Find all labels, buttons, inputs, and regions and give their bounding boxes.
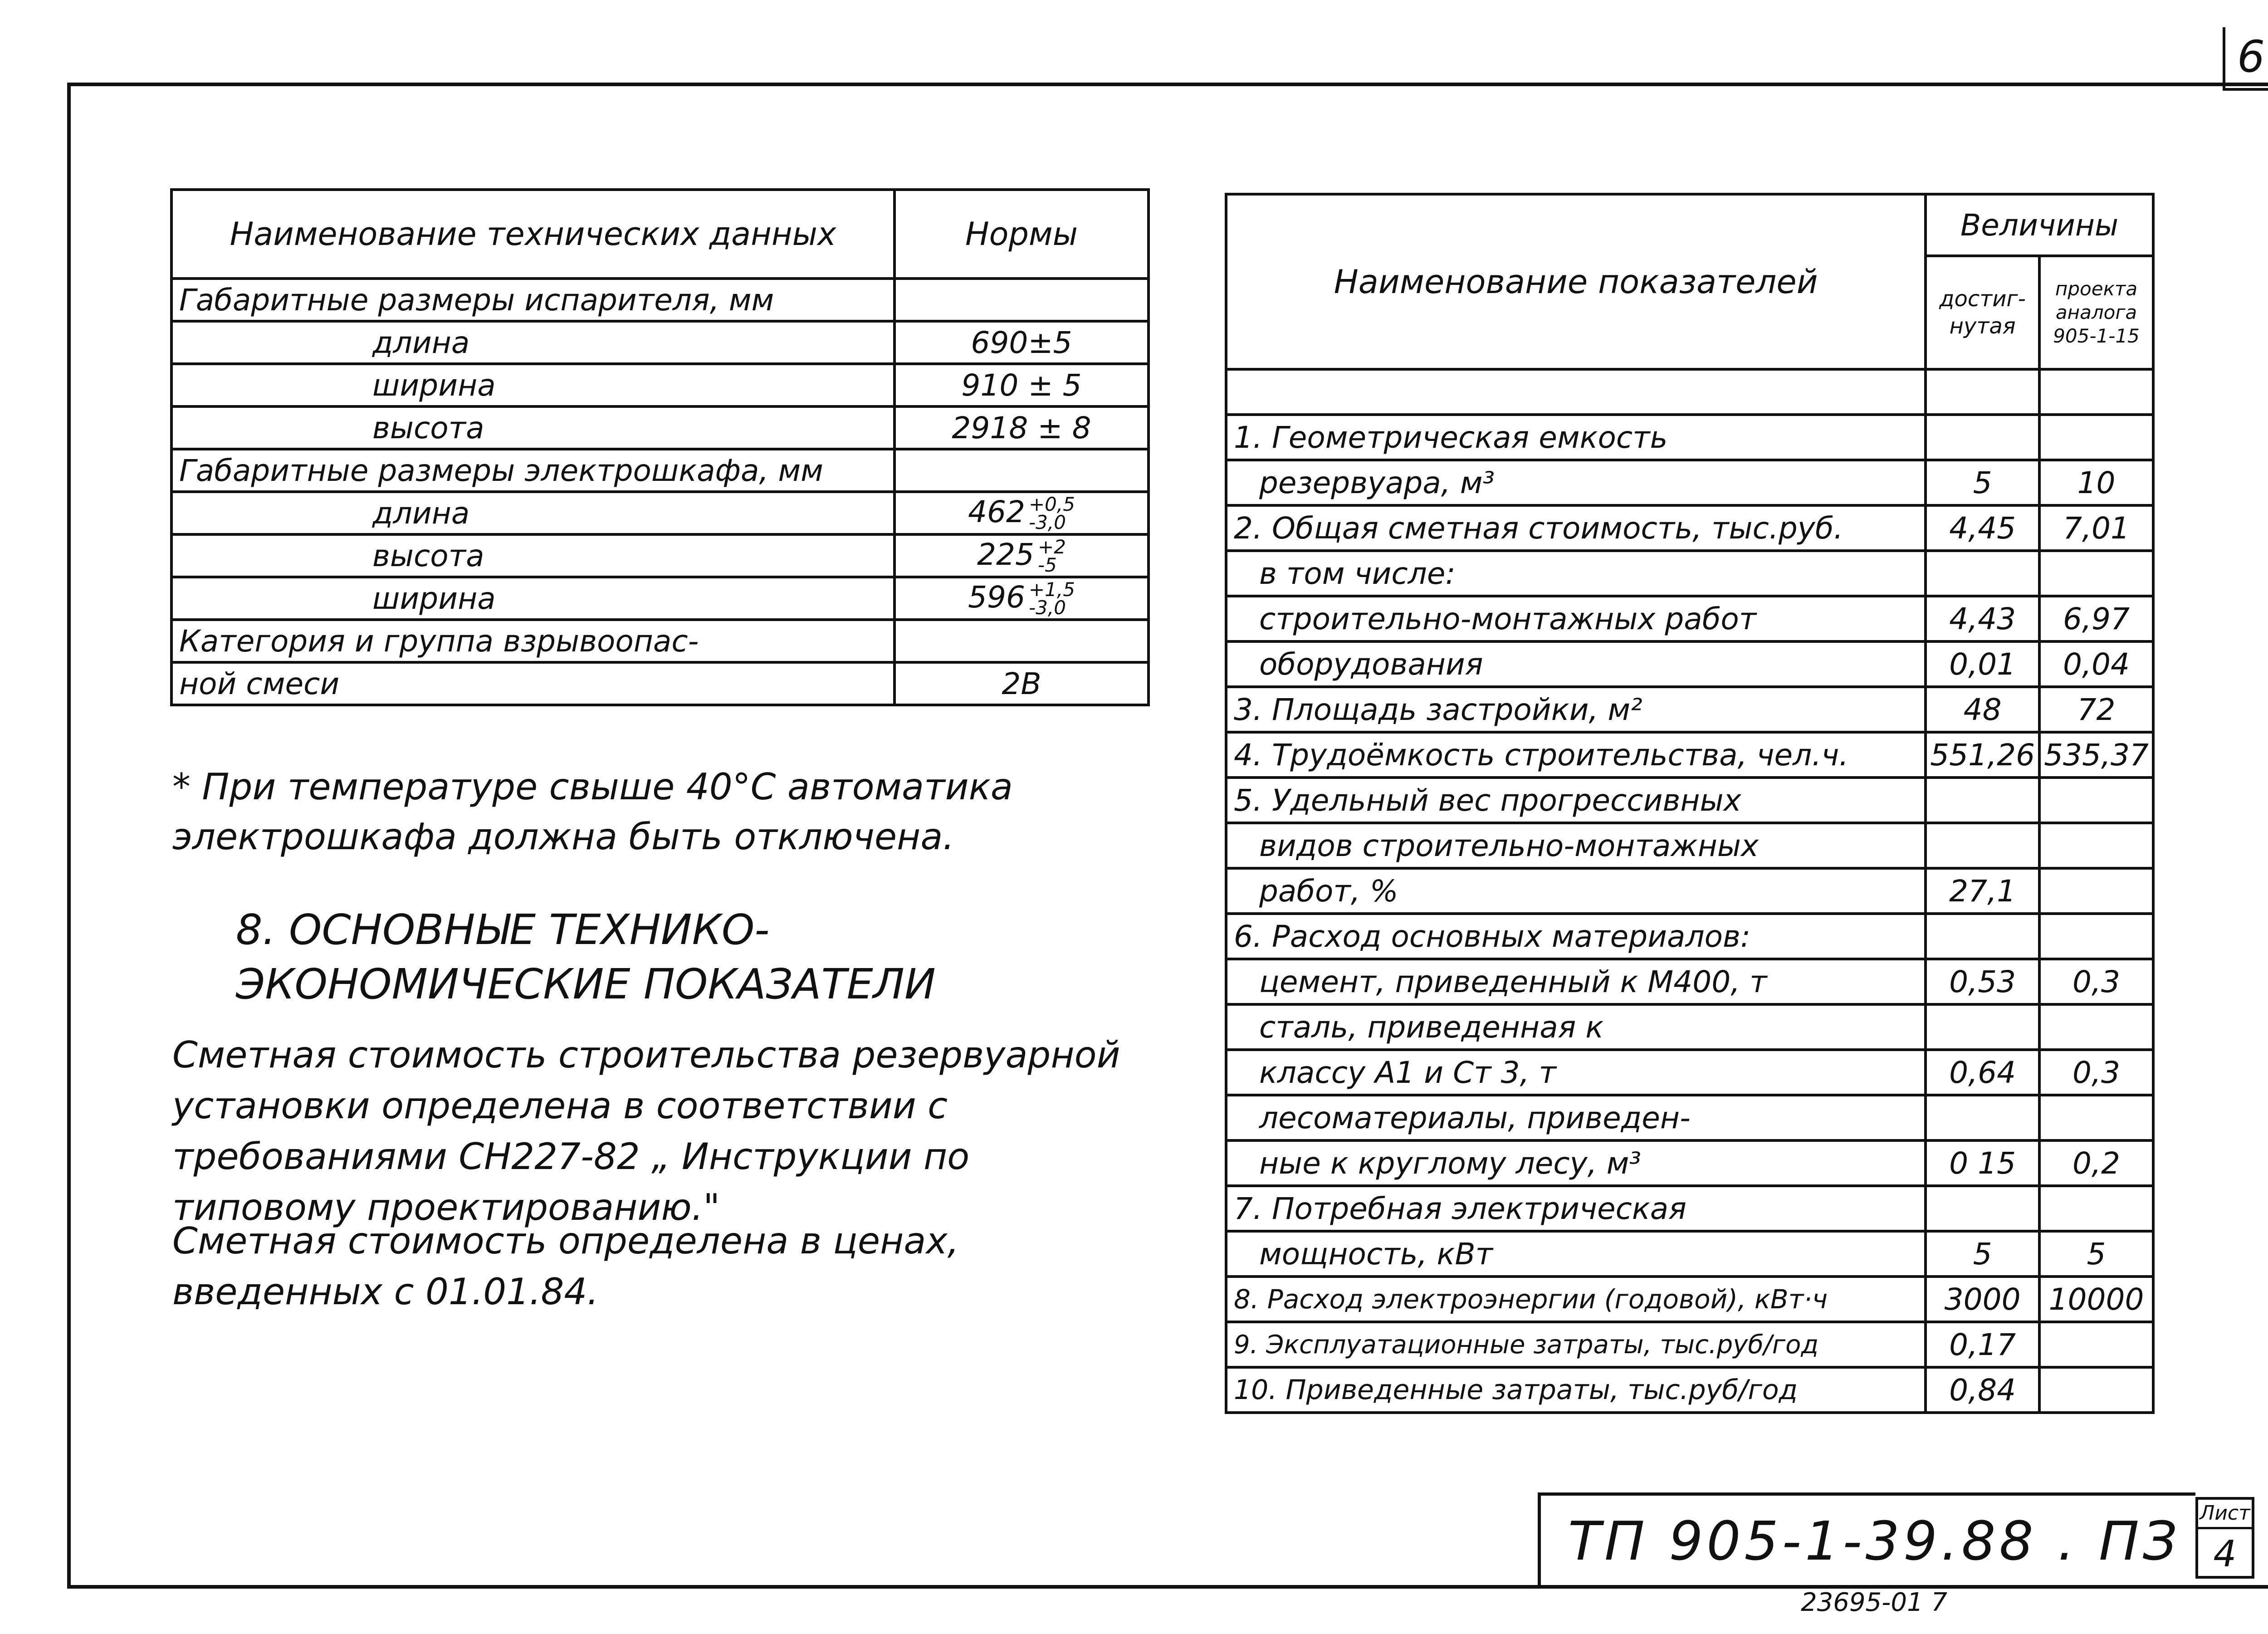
row-value: 2В bbox=[894, 662, 1149, 705]
row-achieved: 0 15 bbox=[1926, 1140, 2039, 1186]
row-analog bbox=[2039, 1367, 2153, 1413]
tolerance bbox=[1028, 578, 1075, 619]
row-analog bbox=[2039, 369, 2153, 415]
technical-data-table bbox=[170, 188, 1150, 706]
row-achieved bbox=[1926, 778, 2039, 823]
paragraph-estimate: Сметная стоимость строительства резервуарной установки определена в соответствии с требованиями СН227-82 „ Инструкции по типовому проектированию." bbox=[172, 1034, 1120, 1228]
row-name: длина bbox=[171, 321, 894, 364]
row-name: видов строительно-монтажных bbox=[1226, 823, 1926, 868]
row-name: 5. Удельный вес прогрессивных bbox=[1226, 778, 1926, 823]
row-achieved bbox=[1926, 1186, 2039, 1231]
table-row bbox=[171, 364, 1149, 406]
row-name bbox=[1226, 369, 1926, 415]
row-name: 6. Расход основных материалов: bbox=[1226, 914, 1926, 959]
row-value bbox=[894, 534, 1149, 577]
table-row bbox=[1226, 959, 2153, 1004]
row-analog: 10 bbox=[2039, 460, 2153, 505]
header-name-cell: Наименование технических данных bbox=[171, 190, 894, 279]
row-analog: 10000 bbox=[2039, 1277, 2153, 1322]
row-achieved: 0,01 bbox=[1926, 641, 2039, 687]
table-row bbox=[1226, 1277, 2153, 1322]
table-row bbox=[1226, 596, 2153, 641]
row-achieved: 4,45 bbox=[1926, 505, 2039, 551]
row-name: Габаритные размеры испарителя, мм bbox=[171, 279, 894, 321]
tolerance-upper: +0,5 bbox=[1028, 493, 1075, 516]
table-row bbox=[171, 577, 1149, 620]
row-name: 7. Потребная электрическая bbox=[1226, 1186, 1926, 1231]
paragraph-prices: Сметная стоимость определена в ценах, введенных с 01.01.84. bbox=[172, 1220, 959, 1313]
table-row bbox=[171, 492, 1149, 534]
sheet-label: Лист bbox=[2198, 1500, 2252, 1529]
tolerance-upper: +1,5 bbox=[1028, 578, 1075, 601]
sheet-number: 4 bbox=[2213, 1533, 2237, 1575]
table-header-row bbox=[1226, 194, 2153, 256]
value-main: 225 bbox=[977, 537, 1035, 572]
row-analog: 5 bbox=[2039, 1231, 2153, 1277]
row-value bbox=[894, 279, 1149, 321]
row-achieved: 4,43 bbox=[1926, 596, 2039, 641]
row-value bbox=[894, 449, 1149, 492]
table-row bbox=[1226, 1050, 2153, 1095]
row-name: строительно-монтажных работ bbox=[1226, 596, 1926, 641]
row-name: 1. Геометрическая емкость bbox=[1226, 415, 1926, 460]
header-name-cell: Наименование показателей bbox=[1226, 194, 1926, 369]
row-name: ные к круглому лесу, м³ bbox=[1226, 1140, 1926, 1186]
row-name: Категория и группа взрывоопас- bbox=[171, 620, 894, 662]
row-achieved: 0,53 bbox=[1926, 959, 2039, 1004]
row-name: оборудования bbox=[1226, 641, 1926, 687]
row-value: 690±5 bbox=[894, 321, 1149, 364]
row-analog bbox=[2039, 1004, 2153, 1050]
table-row bbox=[171, 534, 1149, 577]
table-row bbox=[171, 406, 1149, 449]
section-title: 8. ОСНОВНЫЕ ТЕХНИКО-ЭКОНОМИЧЕСКИЕ ПОКАЗАТЕЛИ bbox=[236, 905, 936, 1008]
row-name: 2. Общая сметная стоимость, тыс.руб. bbox=[1226, 505, 1926, 551]
row-value: 910 ± 5 bbox=[894, 364, 1149, 406]
table-row bbox=[171, 620, 1149, 662]
table-row bbox=[1226, 914, 2153, 959]
value-main: 596 bbox=[968, 579, 1025, 615]
header-norms-cell: Нормы bbox=[894, 190, 1149, 279]
row-name: Габаритные размеры электрошкафа, мм bbox=[171, 449, 894, 492]
table-row bbox=[171, 662, 1149, 705]
row-name: 4. Трудоёмкость строительства, чел.ч. bbox=[1226, 732, 1926, 778]
table-row bbox=[1226, 505, 2153, 551]
row-analog bbox=[2039, 823, 2153, 868]
table-row bbox=[1226, 1367, 2153, 1413]
row-achieved bbox=[1926, 551, 2039, 596]
row-name: ширина bbox=[171, 364, 894, 406]
temperature-note: * При температуре свыше 40°С автоматика электрошкафа должна быть отключена. bbox=[172, 766, 1013, 858]
row-value: 2918 ± 8 bbox=[894, 406, 1149, 449]
row-achieved: 3000 bbox=[1926, 1277, 2039, 1322]
table-row bbox=[171, 321, 1149, 364]
row-analog bbox=[2039, 1186, 2153, 1231]
table-row bbox=[171, 279, 1149, 321]
row-name: классу А1 и Ст 3, т bbox=[1226, 1050, 1926, 1095]
table-row bbox=[1226, 1004, 2153, 1050]
row-achieved bbox=[1926, 415, 2039, 460]
row-analog bbox=[2039, 415, 2153, 460]
row-value bbox=[894, 577, 1149, 620]
row-achieved: 5 bbox=[1926, 1231, 2039, 1277]
table-row bbox=[1226, 687, 2153, 732]
archive-code: 23695-01 7 bbox=[1801, 1588, 1948, 1617]
row-name: лесоматериалы, приведен- bbox=[1226, 1095, 1926, 1140]
row-achieved: 48 bbox=[1926, 687, 2039, 732]
row-analog: 0,3 bbox=[2039, 1050, 2153, 1095]
row-analog: 72 bbox=[2039, 687, 2153, 732]
tolerance-upper: +2 bbox=[1038, 536, 1066, 558]
row-name: ной смеси bbox=[171, 662, 894, 705]
row-name: 10. Приведенные затраты, тыс.руб/год bbox=[1226, 1367, 1926, 1413]
row-achieved: 0,64 bbox=[1926, 1050, 2039, 1095]
row-analog: 0,04 bbox=[2039, 641, 2153, 687]
table-row bbox=[171, 449, 1149, 492]
row-name: цемент, приведенный к М400, т bbox=[1226, 959, 1926, 1004]
tolerance-lower: -3,0 bbox=[1028, 511, 1066, 534]
header-achieved-cell: достиг-нутая bbox=[1926, 256, 2039, 369]
table-row bbox=[1226, 778, 2153, 823]
table-header-row bbox=[171, 190, 1149, 279]
table-row bbox=[1226, 1186, 2153, 1231]
row-achieved bbox=[1926, 1004, 2039, 1050]
table-row bbox=[1226, 868, 2153, 914]
table-row bbox=[1226, 1095, 2153, 1140]
row-achieved: 551,26 bbox=[1926, 732, 2039, 778]
table-row bbox=[1226, 1140, 2153, 1186]
row-achieved bbox=[1926, 1095, 2039, 1140]
header-values-cell: Величины bbox=[1926, 194, 2153, 256]
row-analog: 6,97 bbox=[2039, 596, 2153, 641]
row-name: резервуара, м³ bbox=[1226, 460, 1926, 505]
row-name: 8. Расход электроэнергии (годовой), кВт·ч bbox=[1226, 1277, 1926, 1322]
tolerance bbox=[1038, 536, 1066, 577]
tolerance bbox=[1029, 495, 1075, 532]
corner-page-number: 6 bbox=[2223, 27, 2268, 91]
row-name: работ, % bbox=[1226, 868, 1926, 914]
table-row bbox=[1226, 460, 2153, 505]
row-name: ширина bbox=[171, 577, 894, 620]
row-value bbox=[894, 492, 1149, 534]
row-name: 3. Площадь застройки, м² bbox=[1226, 687, 1926, 732]
row-achieved bbox=[1926, 914, 2039, 959]
row-analog bbox=[2039, 551, 2153, 596]
sheet-box bbox=[2195, 1497, 2254, 1579]
row-analog bbox=[2039, 868, 2153, 914]
table-row bbox=[1226, 1231, 2153, 1277]
row-name: длина bbox=[171, 492, 894, 534]
row-achieved bbox=[1926, 823, 2039, 868]
value-main: 462 bbox=[968, 494, 1025, 529]
row-name: мощность, кВт bbox=[1226, 1231, 1926, 1277]
title-block-code: ТП 905-1-39.88 . ПЗ bbox=[1538, 1492, 2195, 1587]
tolerance-lower: -5 bbox=[1038, 554, 1057, 577]
row-name: в том числе: bbox=[1226, 551, 1926, 596]
row-achieved: 0,17 bbox=[1926, 1322, 2039, 1367]
row-analog: 0,2 bbox=[2039, 1140, 2153, 1186]
row-achieved bbox=[1926, 369, 2039, 415]
row-analog bbox=[2039, 1095, 2153, 1140]
row-name: высота bbox=[171, 534, 894, 577]
table-row bbox=[1226, 823, 2153, 868]
table-row bbox=[1226, 1322, 2153, 1367]
table-row bbox=[1226, 415, 2153, 460]
row-achieved: 5 bbox=[1926, 460, 2039, 505]
header-analog-cell: проекта аналога 905-1-15 bbox=[2039, 256, 2153, 369]
row-achieved: 27,1 bbox=[1926, 868, 2039, 914]
table-row bbox=[1226, 551, 2153, 596]
table-row bbox=[1226, 369, 2153, 415]
table-row bbox=[1226, 641, 2153, 687]
row-analog: 7,01 bbox=[2039, 505, 2153, 551]
row-analog bbox=[2039, 914, 2153, 959]
row-name: сталь, приведенная к bbox=[1226, 1004, 1926, 1050]
tolerance-lower: -3,0 bbox=[1028, 597, 1066, 619]
table-row bbox=[1226, 732, 2153, 778]
row-achieved: 0,84 bbox=[1926, 1367, 2039, 1413]
row-name: 9. Эксплуатационные затраты, тыс.руб/год bbox=[1226, 1322, 1926, 1367]
row-value bbox=[894, 620, 1149, 662]
row-analog bbox=[2039, 778, 2153, 823]
economic-indicators-table bbox=[1225, 193, 2155, 1414]
row-name: высота bbox=[171, 406, 894, 449]
row-analog bbox=[2039, 1322, 2153, 1367]
row-analog: 535,37 bbox=[2039, 732, 2153, 778]
row-analog: 0,3 bbox=[2039, 959, 2153, 1004]
